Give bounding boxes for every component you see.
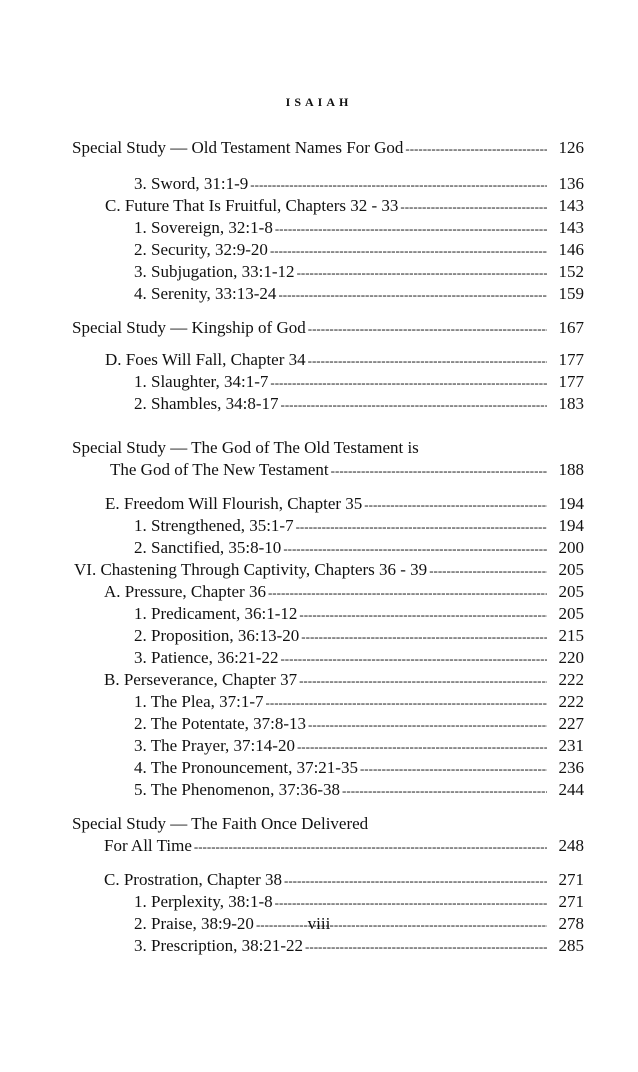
dot-leader bbox=[429, 560, 547, 582]
toc-entry-title: B. Perseverance, Chapter 37 bbox=[104, 670, 298, 689]
toc-entry-title: Special Study — Old Testament Names For God bbox=[72, 138, 404, 157]
toc-entry bbox=[104, 835, 584, 857]
toc-entry-title: 2. Proposition, 36:13-20 bbox=[134, 626, 300, 645]
toc-entry-page: 271 bbox=[558, 870, 584, 889]
dot-leader bbox=[305, 936, 547, 958]
dot-leader bbox=[342, 780, 547, 802]
toc-entry-page: 231 bbox=[558, 736, 584, 755]
toc-entry-title: 2. The Potentate, 37:8-13 bbox=[134, 714, 307, 733]
toc-entry bbox=[105, 493, 584, 515]
toc-entry-page: 167 bbox=[558, 318, 584, 337]
toc-entry-page: 183 bbox=[558, 394, 584, 413]
toc-entry bbox=[134, 393, 584, 415]
dot-leader bbox=[308, 318, 547, 340]
toc-entry bbox=[134, 239, 584, 261]
toc-entry-title: 3. Prescription, 38:21-22 bbox=[134, 936, 304, 955]
toc-entry-title: C. Prostration, Chapter 38 bbox=[104, 870, 283, 889]
dot-leader bbox=[270, 372, 547, 394]
toc-entry-title: Special Study — Kingship of God bbox=[72, 318, 306, 337]
dot-leader bbox=[308, 350, 547, 372]
toc-entry bbox=[110, 459, 584, 481]
toc-entry bbox=[105, 195, 584, 217]
toc-entry-page: 177 bbox=[558, 350, 584, 369]
toc-entry-title: 4. The Pronouncement, 37:21-35 bbox=[134, 758, 358, 777]
toc-entry-title: The God of The New Testament bbox=[110, 460, 329, 479]
toc-entry-title: E. Freedom Will Flourish, Chapter 35 bbox=[105, 494, 363, 513]
toc-entry-title: 3. Subjugation, 33:1-12 bbox=[134, 262, 295, 281]
toc-entry-title: 1. Strengthened, 35:1-7 bbox=[134, 516, 294, 535]
dot-leader bbox=[331, 460, 547, 482]
toc-entry-title: 1. Sovereign, 32:1-8 bbox=[134, 218, 273, 237]
dot-leader bbox=[280, 648, 547, 670]
toc-entry-title: D. Foes Will Fall, Chapter 34 bbox=[105, 350, 306, 369]
toc-entry-title: 2. Security, 32:9-20 bbox=[134, 240, 268, 259]
toc-entry bbox=[104, 581, 584, 603]
toc-entry-title: 1. Predicament, 36:1-12 bbox=[134, 604, 298, 623]
toc-entry-title: C. Future That Is Fruitful, Chapters 32 - 33 bbox=[105, 196, 399, 215]
dot-leader bbox=[278, 284, 547, 306]
toc-entry-page: 222 bbox=[558, 692, 584, 711]
dot-leader bbox=[275, 892, 547, 914]
toc-entry-page: 146 bbox=[558, 240, 584, 259]
toc-entry-page: 227 bbox=[558, 714, 584, 733]
toc-entry-page: 188 bbox=[558, 460, 584, 479]
toc-entry bbox=[134, 891, 584, 913]
page-number: viii bbox=[307, 914, 331, 933]
toc-entry-title: For All Time bbox=[104, 836, 192, 855]
toc-entry bbox=[72, 137, 584, 159]
toc-entry bbox=[134, 647, 584, 669]
toc-entry-page: 220 bbox=[558, 648, 584, 667]
toc-entry bbox=[134, 935, 584, 957]
toc-entry-page: 285 bbox=[558, 936, 584, 955]
toc-heading-line: Special Study — The Faith Once Delivered bbox=[72, 814, 369, 833]
dot-leader bbox=[297, 262, 547, 284]
toc-entry bbox=[74, 559, 584, 581]
toc-entry bbox=[134, 691, 584, 713]
toc-entry-page: 271 bbox=[558, 892, 584, 911]
dot-leader bbox=[268, 582, 547, 604]
toc-entry bbox=[134, 779, 584, 801]
toc-entry-page: 177 bbox=[558, 372, 584, 391]
toc-heading-line: Special Study — The God of The Old Testament is bbox=[72, 438, 419, 457]
dot-leader bbox=[297, 736, 547, 758]
toc-entry-page: 278 bbox=[558, 914, 584, 933]
toc-entry bbox=[134, 371, 584, 393]
toc-entry bbox=[134, 603, 584, 625]
toc-entry-page: 136 bbox=[558, 174, 584, 193]
toc-entry-title: 3. Patience, 36:21-22 bbox=[134, 648, 279, 667]
toc-entry-page: 244 bbox=[558, 780, 584, 799]
dot-leader bbox=[405, 138, 547, 160]
toc-entry bbox=[134, 515, 584, 537]
dot-leader bbox=[284, 870, 547, 892]
dot-leader bbox=[299, 604, 547, 626]
running-header: ISAIAH bbox=[285, 95, 353, 109]
toc-entry-title: 1. Perplexity, 38:1-8 bbox=[134, 892, 273, 911]
toc-entry-page: 205 bbox=[558, 560, 584, 579]
dot-leader bbox=[281, 394, 548, 416]
toc-entry-page: 222 bbox=[558, 670, 584, 689]
dot-leader bbox=[266, 692, 547, 714]
toc-entry-title: 4. Serenity, 33:13-24 bbox=[134, 284, 277, 303]
toc-entry-page: 159 bbox=[558, 284, 584, 303]
dot-leader bbox=[250, 174, 547, 196]
toc-entry-page: 143 bbox=[558, 196, 584, 215]
dot-leader bbox=[301, 626, 547, 648]
dot-leader bbox=[296, 516, 547, 538]
toc-entry-page: 126 bbox=[558, 138, 584, 157]
toc-entry bbox=[72, 317, 584, 339]
toc-entry bbox=[134, 735, 584, 757]
dot-leader bbox=[400, 196, 547, 218]
toc-entry bbox=[105, 349, 584, 371]
toc-entry bbox=[134, 757, 584, 779]
dot-leader bbox=[194, 836, 547, 858]
toc-entry bbox=[134, 261, 584, 283]
toc-entry-title: 1. The Plea, 37:1-7 bbox=[134, 692, 264, 711]
toc-entry-title: 2. Shambles, 34:8-17 bbox=[134, 394, 279, 413]
toc-entry-page: 205 bbox=[558, 582, 584, 601]
toc-entry-page: 215 bbox=[558, 626, 584, 645]
toc-entry-page: 194 bbox=[558, 494, 584, 513]
toc-entry-page: 152 bbox=[558, 262, 584, 281]
toc-entry bbox=[134, 625, 584, 647]
toc-entry-page: 205 bbox=[558, 604, 584, 623]
toc-entry-title: 1. Slaughter, 34:1-7 bbox=[134, 372, 269, 391]
toc-entry bbox=[104, 869, 584, 891]
toc-entry-title: 2. Praise, 38:9-20 bbox=[134, 914, 254, 933]
dot-leader bbox=[360, 758, 547, 780]
toc-entry-page: 143 bbox=[558, 218, 584, 237]
toc-entry-title: 3. Sword, 31:1-9 bbox=[134, 174, 249, 193]
dot-leader bbox=[364, 494, 547, 516]
toc-entry-title: 2. Sanctified, 35:8-10 bbox=[134, 538, 282, 557]
toc-entry-title: 5. The Phenomenon, 37:36-38 bbox=[134, 780, 341, 799]
toc-entry bbox=[134, 713, 584, 735]
toc-entry-title: 3. The Prayer, 37:14-20 bbox=[134, 736, 295, 755]
dot-leader bbox=[308, 714, 547, 736]
toc-entry-page: 236 bbox=[558, 758, 584, 777]
toc-entry bbox=[134, 537, 584, 559]
toc-entry-title: VI. Chastening Through Captivity, Chapters 36 - 39 bbox=[74, 560, 428, 579]
toc-entry bbox=[104, 669, 584, 691]
toc-entry bbox=[134, 217, 584, 239]
toc-entry-title: A. Pressure, Chapter 36 bbox=[104, 582, 266, 601]
dot-leader bbox=[299, 670, 547, 692]
toc-entry-page: 200 bbox=[558, 538, 584, 557]
toc-entry-page: 248 bbox=[558, 836, 584, 855]
dot-leader bbox=[283, 538, 547, 560]
dot-leader bbox=[275, 218, 547, 240]
toc-entry bbox=[134, 283, 584, 305]
toc-entry-page: 194 bbox=[558, 516, 584, 535]
toc-entry bbox=[134, 173, 584, 195]
dot-leader bbox=[270, 240, 547, 262]
